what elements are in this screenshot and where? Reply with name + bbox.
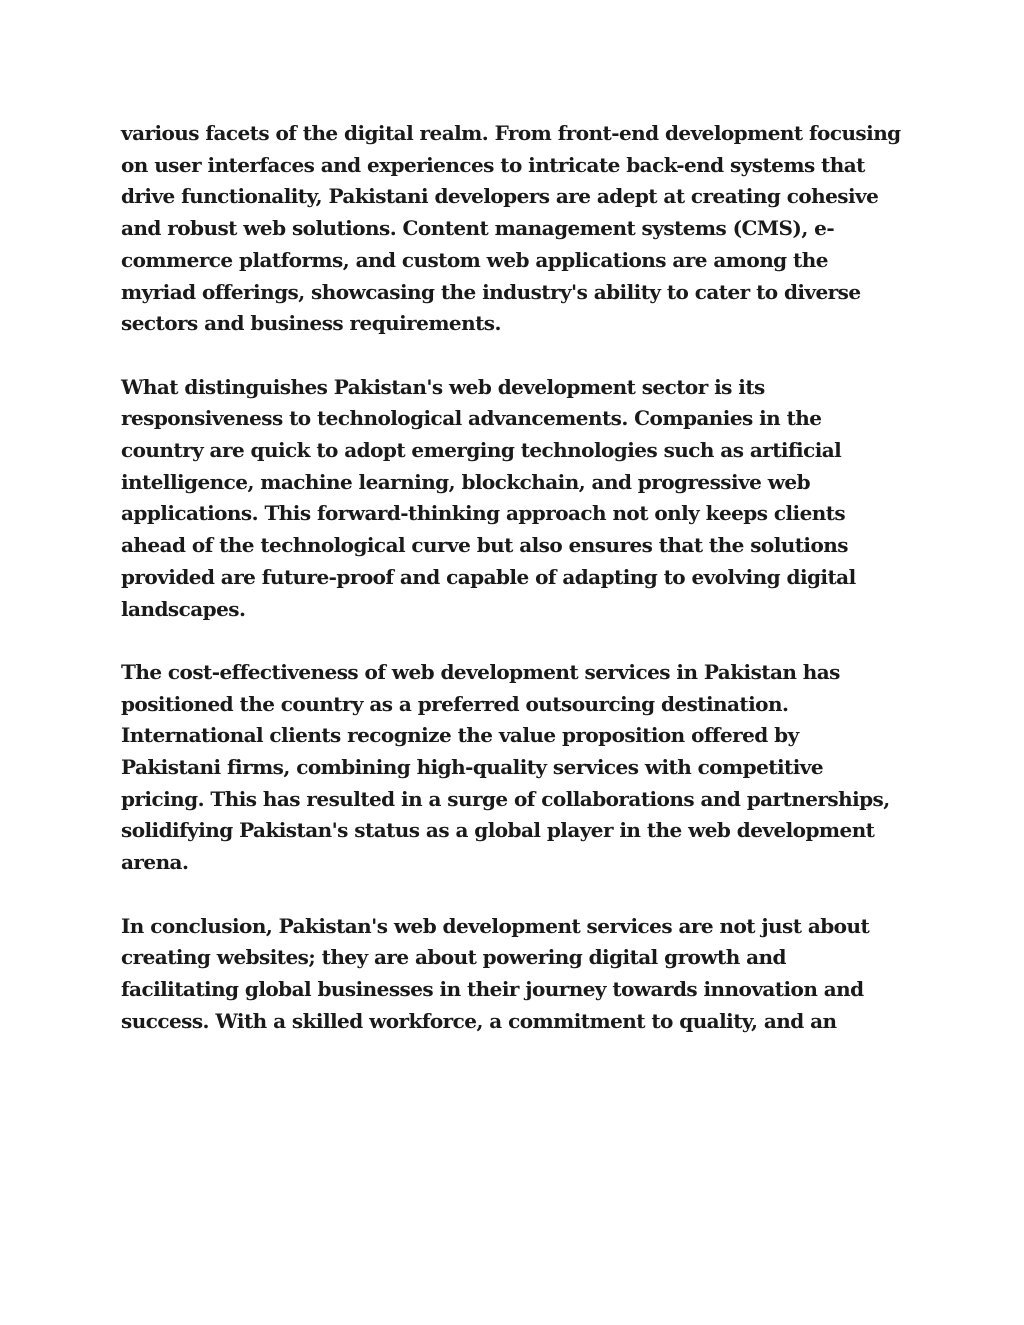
paragraph-gap: [121, 625, 911, 657]
text-line: creating websites; they are about powering digital growth and: [121, 945, 786, 970]
text-line: myriad offerings, showcasing the industry's ability to cater to diverse: [121, 279, 861, 304]
paragraph-gap: [121, 340, 911, 372]
paragraph-cost-effectiveness: [121, 657, 911, 879]
text-line: What distinguishes Pakistan's web development sector is its: [121, 374, 765, 399]
text-line: ahead of the technological curve but also ensures that the solutions: [121, 533, 848, 558]
paragraph-gap: [121, 879, 911, 911]
text-line: on user interfaces and experiences to intricate back-end systems that: [121, 152, 865, 177]
paragraph-digital-realm: [121, 118, 911, 340]
text-line: positioned the country as a preferred outsourcing destination.: [121, 691, 789, 716]
text-line: responsiveness to technological advancements. Companies in the: [121, 406, 822, 431]
text-line: landscapes.: [121, 596, 246, 621]
document-body: [121, 118, 911, 1037]
text-line: commerce platforms, and custom web applications are among the: [121, 247, 828, 272]
text-line: provided are future-proof and capable of adapting to evolving digital: [121, 564, 856, 589]
text-line: and robust web solutions. Content management systems (CMS), e-: [121, 216, 835, 241]
text-line: applications. This forward-thinking approach not only keeps clients: [121, 501, 846, 526]
text-line: facilitating global businesses in their journey towards innovation and: [121, 976, 864, 1001]
text-line: International clients recognize the value proposition offered by: [121, 723, 799, 748]
text-line: intelligence, machine learning, blockchain, and progressive web: [121, 469, 811, 494]
text-line: solidifying Pakistan's status as a global player in the web development: [121, 818, 875, 843]
text-line: country are quick to adopt emerging technologies such as artificial: [121, 438, 842, 463]
paragraph-responsiveness: [121, 372, 911, 626]
paragraph-conclusion: [121, 911, 911, 1038]
text-line: success. With a skilled workforce, a commitment to quality, and an: [121, 1008, 837, 1033]
text-line: arena.: [121, 850, 189, 875]
text-line: pricing. This has resulted in a surge of collaborations and partnerships,: [121, 786, 890, 811]
text-line: In conclusion, Pakistan's web development services are not just about: [121, 913, 870, 938]
text-line: drive functionality, Pakistani developers are adept at creating cohesive: [121, 184, 879, 209]
text-line: The cost-effectiveness of web development services in Pakistan has: [121, 659, 840, 684]
text-line: various facets of the digital realm. From front-end development focusing: [121, 121, 901, 145]
text-line: Pakistani firms, combining high-quality services with competitive: [121, 755, 823, 780]
text-line: sectors and business requirements.: [121, 311, 501, 336]
